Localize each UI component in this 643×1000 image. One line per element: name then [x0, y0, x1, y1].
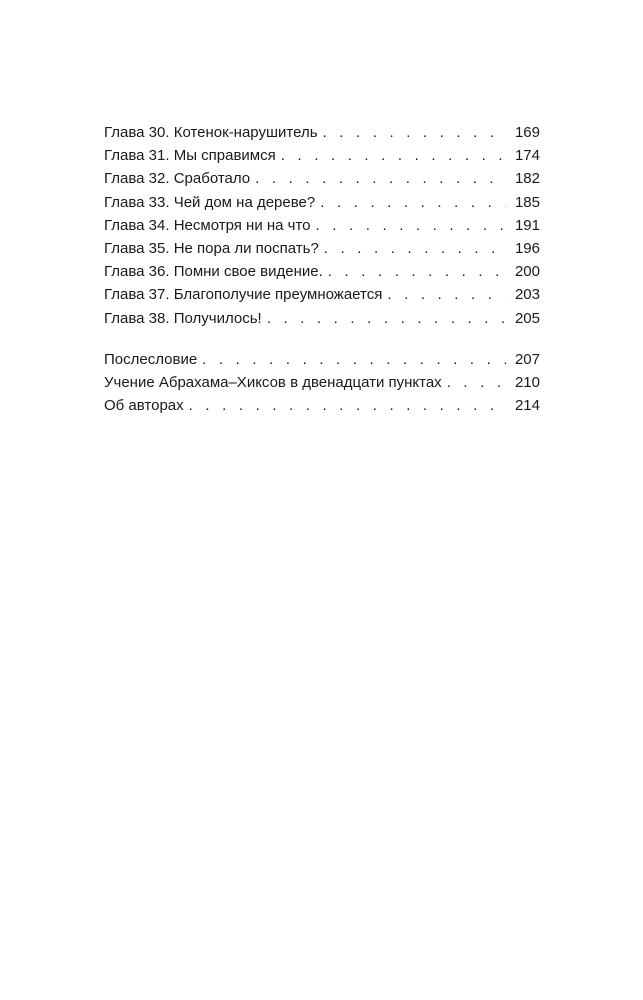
toc-entry-chapter-35: [104, 237, 540, 260]
toc-entry-chapter-34: [104, 214, 540, 237]
dot-leader: [324, 237, 506, 260]
toc-entry-chapter-31: [104, 144, 540, 167]
toc-entry-page: 182: [514, 170, 540, 188]
dot-leader: [281, 144, 506, 167]
toc-entry-page: 174: [514, 147, 540, 165]
toc-entry-title: Глава 33. Чей дом на дереве?: [104, 193, 316, 211]
toc-entry-about-authors: [104, 394, 540, 417]
dot-leader: [328, 260, 506, 283]
toc-entry-title: Глава 37. Благополучие преумножается: [104, 286, 383, 304]
toc-entry-chapter-36: [104, 260, 540, 283]
toc-entry-title: Об авторах: [104, 397, 184, 415]
toc-entry-chapter-32: [104, 167, 540, 190]
toc-entry-afterword: [104, 348, 540, 371]
dot-leader: [255, 167, 506, 190]
appendices-list: [104, 348, 540, 418]
toc-entry-title: Учение Абрахама–Хиксов в двенадцати пунктах: [104, 373, 442, 391]
toc-entry-page: 169: [514, 124, 540, 141]
table-of-contents: [104, 121, 540, 417]
toc-entry-page: 191: [514, 216, 540, 234]
dot-leader: [323, 121, 506, 144]
dot-leader: [267, 307, 506, 330]
toc-entry-title: Глава 35. Не пора ли поспать?: [104, 239, 319, 257]
dot-leader: [316, 214, 506, 237]
toc-entry-chapter-37: [104, 283, 540, 306]
toc-entry-title: Глава 38. Получилось!: [104, 309, 262, 327]
toc-entry-page: 205: [514, 309, 540, 327]
toc-entry-chapter-30: [104, 121, 540, 144]
dot-leader: [387, 283, 506, 306]
toc-entry-title: Глава 32. Сработало: [104, 170, 251, 188]
toc-entry-title: Глава 30. Котенок-нарушитель: [104, 124, 318, 141]
chapters-list: [104, 121, 540, 330]
dot-leader: [447, 371, 506, 394]
dot-leader: [189, 394, 506, 417]
toc-entry-twelve-points: [104, 371, 540, 394]
toc-entry-page: 210: [514, 373, 540, 391]
toc-entry-title: Глава 36. Помни свое видение.: [104, 263, 323, 281]
toc-entry-title: Послесловие: [104, 350, 198, 368]
toc-entry-title: Глава 34. Несмотря ни на что: [104, 216, 311, 234]
toc-entry-page: 207: [514, 350, 540, 368]
toc-entry-page: 214: [514, 397, 540, 415]
toc-entry-page: 203: [514, 286, 540, 304]
dot-leader: [320, 191, 506, 214]
toc-entry-page: 200: [514, 263, 540, 281]
toc-entry-chapter-33: [104, 191, 540, 214]
toc-entry-title: Глава 31. Мы справимся: [104, 147, 276, 165]
toc-entry-page: 185: [514, 193, 540, 211]
toc-entry-page: 196: [514, 239, 540, 257]
toc-entry-chapter-38: [104, 307, 540, 330]
dot-leader: [202, 348, 506, 371]
